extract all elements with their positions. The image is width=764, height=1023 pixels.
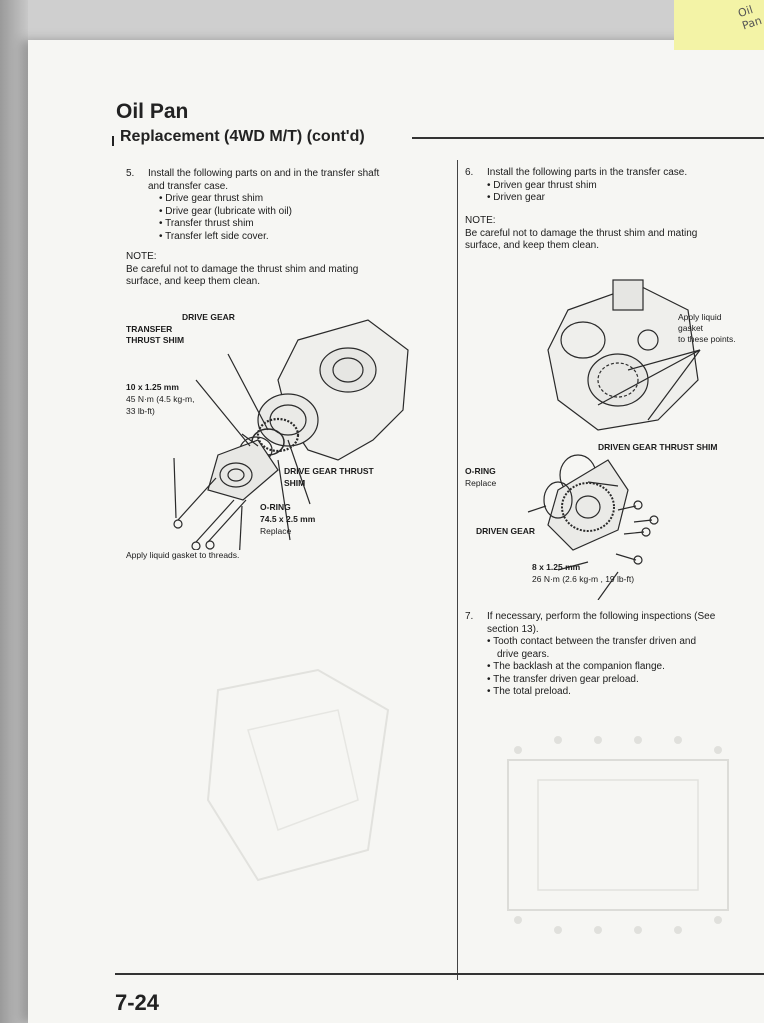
step-7 [465, 611, 757, 699]
step-7-text-line2: section 13). [487, 623, 539, 635]
bleed-through-graphic [498, 720, 758, 950]
callout-apply-gasket-line3: to these points. [678, 334, 736, 344]
footer-rule [115, 973, 764, 975]
callout-oring-replace: Replace [260, 526, 292, 536]
step-7-bullet: • The total preload. [487, 686, 571, 697]
callout-transfer-thrust-shim-line1: TRANSFER [126, 324, 173, 334]
callout-transfer-thrust-shim-line2: THRUST SHIM [126, 335, 185, 345]
callout-drive-gear-thrust-shim-line1: DRIVE GEAR THRUST [284, 466, 374, 476]
header-rule [412, 137, 764, 139]
callout-apply-gasket-line1: Apply liquid [678, 312, 722, 322]
left-note-line2: surface, and keep them clean. [126, 276, 260, 287]
callout-apply-gasket-line2: gasket [678, 323, 704, 333]
callout-oring: O-RING [260, 502, 291, 512]
callout-torque-line2: 33 lb-ft) [126, 406, 155, 416]
callout-right-torque: 26 N·m (2.6 kg-m , 19 lb-ft) [532, 574, 635, 584]
callout-bolt-size: 10 x 1.25 mm [126, 382, 179, 392]
step-7-bullet: • The backlash at the companion flange. [487, 661, 665, 672]
callout-gasket-threads: Apply liquid gasket to threads. [126, 550, 240, 560]
right-note-label: NOTE: [465, 215, 496, 226]
callout-right-oring: O-RING [465, 466, 496, 476]
step-5-bullet: • Transfer thrust shim [159, 218, 254, 229]
callout-driven-gear: DRIVEN GEAR [476, 526, 536, 536]
callout-drive-gear-thrust-shim-line2: SHIM [284, 478, 306, 488]
callout-torque-line1: 45 N·m (4.5 kg-m, [126, 394, 195, 404]
step-5-bullet: • Drive gear (lubricate with oil) [159, 205, 292, 217]
step-7-number: 7. [465, 611, 474, 622]
binder-edge [0, 0, 28, 1023]
left-note [126, 251, 418, 289]
step-6-text: Install the following parts in the transfer case. [487, 167, 688, 178]
callout-oring-size: 74.5 x 2.5 mm [260, 514, 316, 524]
step-7-bullet-cont: drive gears. [497, 648, 550, 660]
step-5-text-line1: Install the following parts on and in the transfer shaft [148, 168, 380, 179]
callout-right-oring-replace: Replace [465, 478, 497, 488]
step-7-bullet: • Tooth contact between the transfer driven and [487, 636, 697, 647]
sticky-note [674, 0, 764, 50]
step-6-number: 6. [465, 167, 474, 178]
sticky-note-text: Oil Pan [736, 3, 764, 33]
step-5 [126, 168, 418, 243]
column-divider [457, 160, 458, 980]
page-title: Oil Pan [116, 100, 189, 123]
step-5-number: 5. [126, 168, 135, 179]
step-5-bullet: • Transfer left side cover. [159, 230, 269, 242]
step-7-bullet: • The transfer driven gear preload. [487, 673, 639, 685]
manual-page [28, 40, 764, 1023]
transfer-case-driven-gear-diagram [488, 270, 764, 600]
callout-drive-gear: DRIVE GEAR [182, 312, 235, 322]
section-subtitle: Replacement (4WD M/T) (cont'd) [120, 128, 365, 145]
right-note-line2: surface, and keep them clean. [465, 240, 599, 251]
step-5-text-line2: and transfer case. [148, 180, 229, 192]
right-note-line1: Be careful not to damage the thrust shim and mating [465, 227, 698, 239]
header-tick [112, 136, 114, 146]
left-note-line1: Be careful not to damage the thrust shim and mating [126, 263, 359, 275]
section-header [112, 128, 764, 152]
step-6-bullet: • Driven gear [487, 192, 545, 203]
step-6 [465, 167, 755, 205]
bleed-through-graphic-left [198, 650, 418, 900]
callout-driven-gear-thrust-shim: DRIVEN GEAR THRUST SHIM [598, 442, 718, 452]
callout-right-bolt-size: 8 x 1.25 mm [532, 562, 581, 572]
page-number: 7-24 [115, 990, 160, 1015]
right-note [465, 215, 757, 253]
left-note-label: NOTE: [126, 251, 157, 262]
step-5-bullet: • Drive gear thrust shim [159, 193, 264, 204]
step-7-text-line1: If necessary, perform the following inspections (See [487, 611, 716, 622]
step-6-bullet: • Driven gear thrust shim [487, 179, 597, 191]
